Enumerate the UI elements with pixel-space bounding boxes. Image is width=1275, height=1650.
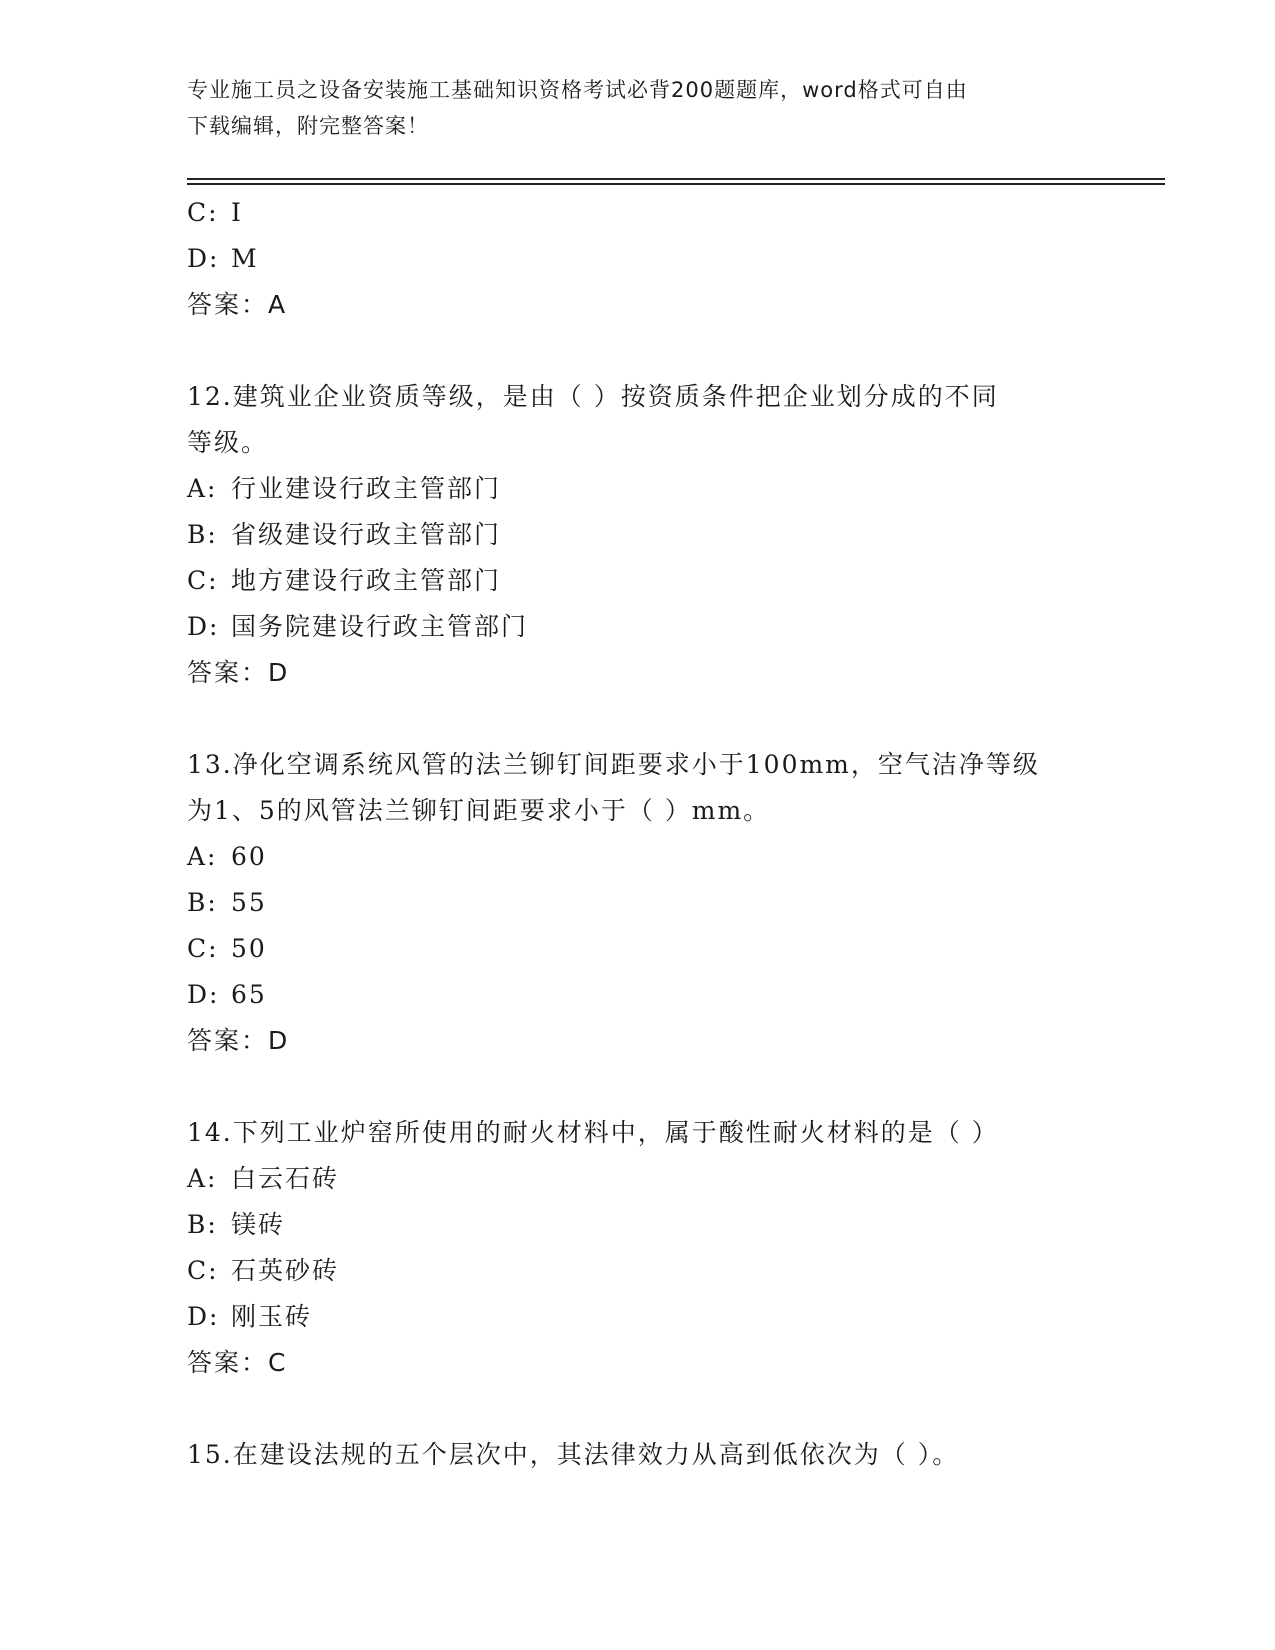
question-stem: 14.下列工业炉窑所使用的耐火材料中，属于酸性耐火材料的是（ ）: [187, 1118, 999, 1147]
spacer: [187, 1386, 1087, 1432]
option-prefix: A:: [187, 842, 218, 871]
option-prefix: C:: [187, 934, 219, 963]
option-text: I: [231, 198, 243, 227]
header-divider-bottom: [187, 183, 1165, 185]
header-line-2: 下载编辑，附完整答案！: [187, 114, 429, 138]
question-14: [187, 1110, 1087, 1386]
question-12: [187, 374, 1087, 696]
option-text: 地方建设行政主管部门: [231, 566, 502, 595]
option-c: [187, 926, 1087, 972]
question-13: [187, 742, 1087, 1064]
question-stem: 12.建筑业企业资质等级，是由（ ）按资质条件把企业划分成的不同: [187, 382, 999, 411]
spacer: [187, 328, 1087, 374]
option-text: 65: [231, 980, 267, 1009]
option-c: [187, 1248, 1087, 1294]
option-text: 白云石砖: [231, 1164, 340, 1193]
option-d: [187, 972, 1087, 1018]
question-stem: 等级。: [187, 428, 269, 457]
option-a: [187, 1156, 1087, 1202]
option-prefix: B:: [187, 888, 218, 917]
answer-line: 答案：D: [187, 658, 290, 687]
option-text: 刚玉砖: [231, 1302, 313, 1331]
option-prefix: A:: [187, 474, 218, 503]
option-text: 国务院建设行政主管部门: [231, 612, 529, 641]
answer-line: 答案：C: [187, 1348, 288, 1377]
question-15: [187, 1432, 1087, 1478]
option-text: 60: [231, 842, 267, 871]
option-prefix: D:: [187, 244, 220, 273]
option-prefix: C:: [187, 1256, 219, 1285]
option-prefix: C:: [187, 198, 219, 227]
option-text: 行业建设行政主管部门: [231, 474, 502, 503]
option-d: [187, 604, 1087, 650]
option-prefix: B:: [187, 520, 218, 549]
spacer: [187, 1064, 1087, 1110]
option-b: [187, 1202, 1087, 1248]
option-d: [187, 236, 1087, 282]
document-header: [187, 72, 1087, 144]
option-text: 省级建设行政主管部门: [231, 520, 502, 549]
continued-question: [187, 190, 1087, 328]
option-prefix: D:: [187, 1302, 220, 1331]
answer-line: 答案：D: [187, 1026, 290, 1055]
option-c: [187, 558, 1087, 604]
question-stem: 为1、5的风管法兰铆钉间距要求小于（ ）mm。: [187, 796, 771, 825]
option-prefix: B:: [187, 1210, 218, 1239]
option-text: M: [231, 244, 259, 273]
option-b: [187, 880, 1087, 926]
option-text: 55: [231, 888, 267, 917]
option-a: [187, 466, 1087, 512]
question-stem: 15.在建设法规的五个层次中，其法律效力从高到低依次为（ ）。: [187, 1440, 960, 1469]
answer-line: 答案：A: [187, 290, 288, 319]
option-c: [187, 190, 1087, 236]
question-list: [187, 190, 1087, 1478]
option-prefix: D:: [187, 612, 220, 641]
option-text: 石英砂砖: [231, 1256, 340, 1285]
option-prefix: C:: [187, 566, 219, 595]
option-b: [187, 512, 1087, 558]
option-text: 镁砖: [231, 1210, 286, 1239]
spacer: [187, 696, 1087, 742]
header-line-1: 专业施工员之设备安装施工基础知识资格考试必背200题题库，word格式可自由: [187, 78, 968, 102]
option-prefix: D:: [187, 980, 220, 1009]
option-d: [187, 1294, 1087, 1340]
option-text: 50: [231, 934, 267, 963]
header-divider-top: [187, 178, 1165, 180]
option-prefix: A:: [187, 1164, 218, 1193]
option-a: [187, 834, 1087, 880]
question-stem: 13.净化空调系统风管的法兰铆钉间距要求小于100mm，空气洁净等级: [187, 750, 1040, 779]
